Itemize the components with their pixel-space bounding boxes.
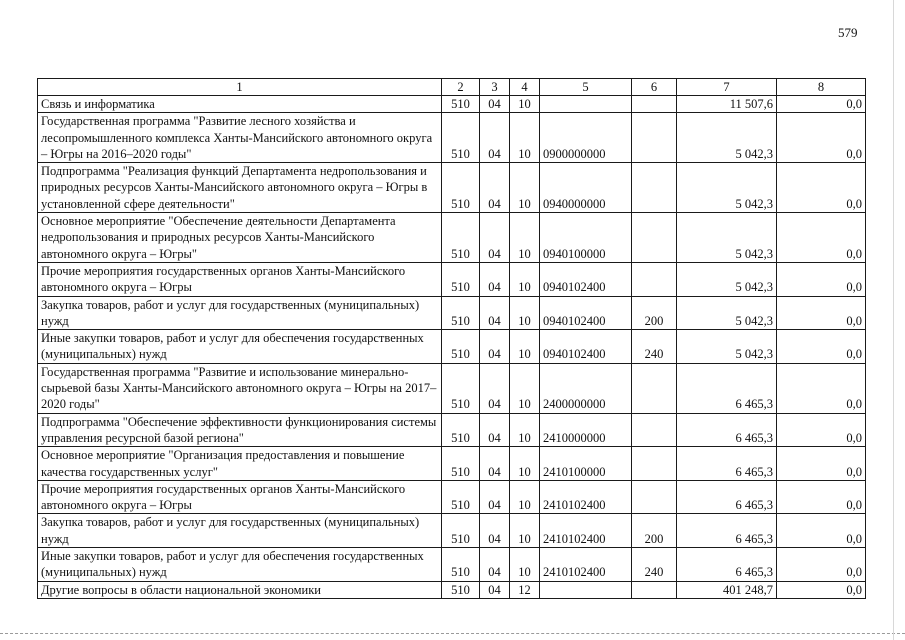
col-header-1: 1 (38, 79, 442, 96)
row-amount: 5 042,3 (677, 262, 777, 296)
table-row (38, 213, 866, 263)
row-extra: 0,0 (777, 163, 866, 213)
row-ved: 510 (442, 262, 480, 296)
row-rz: 04 (480, 581, 510, 598)
row-extra: 0,0 (777, 96, 866, 113)
row-name: Прочие мероприятия государственных органов Ханты-Мансийского автономного округа – Югры (38, 480, 442, 514)
row-csr: 2410102400 (540, 548, 632, 582)
col-header-7: 7 (677, 79, 777, 96)
row-extra: 0,0 (777, 480, 866, 514)
row-name: Иные закупки товаров, работ и услуг для обеспечения государственных (муниципальных) нужд (38, 330, 442, 364)
row-ved: 510 (442, 363, 480, 413)
table-row (38, 363, 866, 413)
row-vr: 240 (632, 330, 677, 364)
row-csr (540, 96, 632, 113)
row-amount: 6 465,3 (677, 514, 777, 548)
row-name: Прочие мероприятия государственных органов Ханты-Мансийского автономного округа – Югры (38, 262, 442, 296)
row-csr: 2410102400 (540, 480, 632, 514)
row-pr: 10 (510, 480, 540, 514)
row-rz: 04 (480, 363, 510, 413)
row-csr: 0940000000 (540, 163, 632, 213)
row-name: Основное мероприятие "Организация предоставления и повышение качества государственных услуг" (38, 447, 442, 481)
row-rz: 04 (480, 296, 510, 330)
row-extra: 0,0 (777, 548, 866, 582)
row-amount: 6 465,3 (677, 480, 777, 514)
table-row (38, 514, 866, 548)
row-vr: 240 (632, 548, 677, 582)
table-row (38, 262, 866, 296)
scan-artifact-line (0, 633, 905, 634)
col-header-3: 3 (480, 79, 510, 96)
row-rz: 04 (480, 163, 510, 213)
row-ved: 510 (442, 447, 480, 481)
row-rz: 04 (480, 262, 510, 296)
row-ved: 510 (442, 548, 480, 582)
row-pr: 10 (510, 330, 540, 364)
row-rz: 04 (480, 548, 510, 582)
row-ved: 510 (442, 213, 480, 263)
row-rz: 04 (480, 413, 510, 447)
row-vr (632, 413, 677, 447)
row-ved: 510 (442, 113, 480, 163)
row-extra: 0,0 (777, 262, 866, 296)
row-vr (632, 113, 677, 163)
row-vr (632, 262, 677, 296)
row-name: Государственная программа "Развитие и использование минерально-сырьевой базы Ханты-Мансийского автономного округа – Югры на 2017–2020 годы" (38, 363, 442, 413)
table-row (38, 113, 866, 163)
row-csr: 2410000000 (540, 413, 632, 447)
row-extra: 0,0 (777, 514, 866, 548)
row-name: Другие вопросы в области национальной экономики (38, 581, 442, 598)
row-csr: 0940102400 (540, 296, 632, 330)
row-ved: 510 (442, 330, 480, 364)
row-amount: 401 248,7 (677, 581, 777, 598)
row-vr: 200 (632, 296, 677, 330)
row-vr (632, 581, 677, 598)
row-vr (632, 480, 677, 514)
row-rz: 04 (480, 213, 510, 263)
row-rz: 04 (480, 447, 510, 481)
row-name: Иные закупки товаров, работ и услуг для обеспечения государственных (муниципальных) нужд (38, 548, 442, 582)
row-name: Связь и информатика (38, 96, 442, 113)
row-ved: 510 (442, 581, 480, 598)
row-amount: 5 042,3 (677, 213, 777, 263)
table-row (38, 548, 866, 582)
row-amount: 5 042,3 (677, 113, 777, 163)
row-pr: 10 (510, 548, 540, 582)
col-header-8: 8 (777, 79, 866, 96)
row-pr: 10 (510, 113, 540, 163)
row-extra: 0,0 (777, 447, 866, 481)
row-csr: 0940100000 (540, 213, 632, 263)
row-csr: 2410100000 (540, 447, 632, 481)
row-ved: 510 (442, 296, 480, 330)
row-pr: 10 (510, 413, 540, 447)
row-amount: 5 042,3 (677, 296, 777, 330)
scan-artifact-edge (893, 0, 894, 640)
row-extra: 0,0 (777, 413, 866, 447)
table-row (38, 330, 866, 364)
budget-table (37, 78, 866, 599)
row-amount: 5 042,3 (677, 330, 777, 364)
row-amount: 6 465,3 (677, 447, 777, 481)
row-pr: 10 (510, 296, 540, 330)
col-header-6: 6 (632, 79, 677, 96)
row-pr: 10 (510, 213, 540, 263)
row-name: Подпрограмма "Реализация функций Департамента недропользования и природных ресурсов Ханты-Мансийского автономного округа – Югры в установленной сфере деятельности" (38, 163, 442, 213)
row-vr (632, 96, 677, 113)
row-ved: 510 (442, 514, 480, 548)
row-name: Государственная программа "Развитие лесного хозяйства и лесопромышленного комплекса Ханты-Мансийского автономного округа – Югры на 2016–2020 годы" (38, 113, 442, 163)
row-rz: 04 (480, 113, 510, 163)
page-number: 579 (838, 25, 858, 40)
table-row (38, 447, 866, 481)
row-extra: 0,0 (777, 213, 866, 263)
row-vr (632, 163, 677, 213)
row-vr (632, 447, 677, 481)
row-csr: 0940102400 (540, 262, 632, 296)
table-row (38, 480, 866, 514)
row-pr: 10 (510, 447, 540, 481)
row-vr: 200 (632, 514, 677, 548)
row-ved: 510 (442, 413, 480, 447)
row-csr: 2400000000 (540, 363, 632, 413)
table-row (38, 96, 866, 113)
table-row (38, 296, 866, 330)
row-pr: 10 (510, 163, 540, 213)
row-extra: 0,0 (777, 363, 866, 413)
row-amount: 6 465,3 (677, 548, 777, 582)
row-pr: 10 (510, 96, 540, 113)
row-name: Закупка товаров, работ и услуг для государственных (муниципальных) нужд (38, 514, 442, 548)
row-pr: 12 (510, 581, 540, 598)
row-csr (540, 581, 632, 598)
row-pr: 10 (510, 363, 540, 413)
row-csr: 2410102400 (540, 514, 632, 548)
table-row (38, 413, 866, 447)
row-rz: 04 (480, 96, 510, 113)
table-body (38, 96, 866, 599)
row-name: Подпрограмма "Обеспечение эффективности функционирования системы управления ресурсной базой региона" (38, 413, 442, 447)
row-ved: 510 (442, 480, 480, 514)
row-extra: 0,0 (777, 581, 866, 598)
row-name: Закупка товаров, работ и услуг для государственных (муниципальных) нужд (38, 296, 442, 330)
row-ved: 510 (442, 96, 480, 113)
table-row (38, 163, 866, 213)
row-name: Основное мероприятие "Обеспечение деятельности Департамента недропользования и природных ресурсов Ханты-Мансийского автономного округа – Югры" (38, 213, 442, 263)
row-rz: 04 (480, 480, 510, 514)
row-extra: 0,0 (777, 296, 866, 330)
row-rz: 04 (480, 330, 510, 364)
row-ved: 510 (442, 163, 480, 213)
row-vr (632, 213, 677, 263)
table-row (38, 581, 866, 598)
col-header-4: 4 (510, 79, 540, 96)
row-pr: 10 (510, 262, 540, 296)
row-csr: 0900000000 (540, 113, 632, 163)
row-extra: 0,0 (777, 330, 866, 364)
row-extra: 0,0 (777, 113, 866, 163)
row-vr (632, 363, 677, 413)
row-amount: 11 507,6 (677, 96, 777, 113)
row-amount: 6 465,3 (677, 363, 777, 413)
row-amount: 5 042,3 (677, 163, 777, 213)
col-header-2: 2 (442, 79, 480, 96)
row-pr: 10 (510, 514, 540, 548)
col-header-5: 5 (540, 79, 632, 96)
row-rz: 04 (480, 514, 510, 548)
row-amount: 6 465,3 (677, 413, 777, 447)
header-row (38, 79, 866, 96)
row-csr: 0940102400 (540, 330, 632, 364)
